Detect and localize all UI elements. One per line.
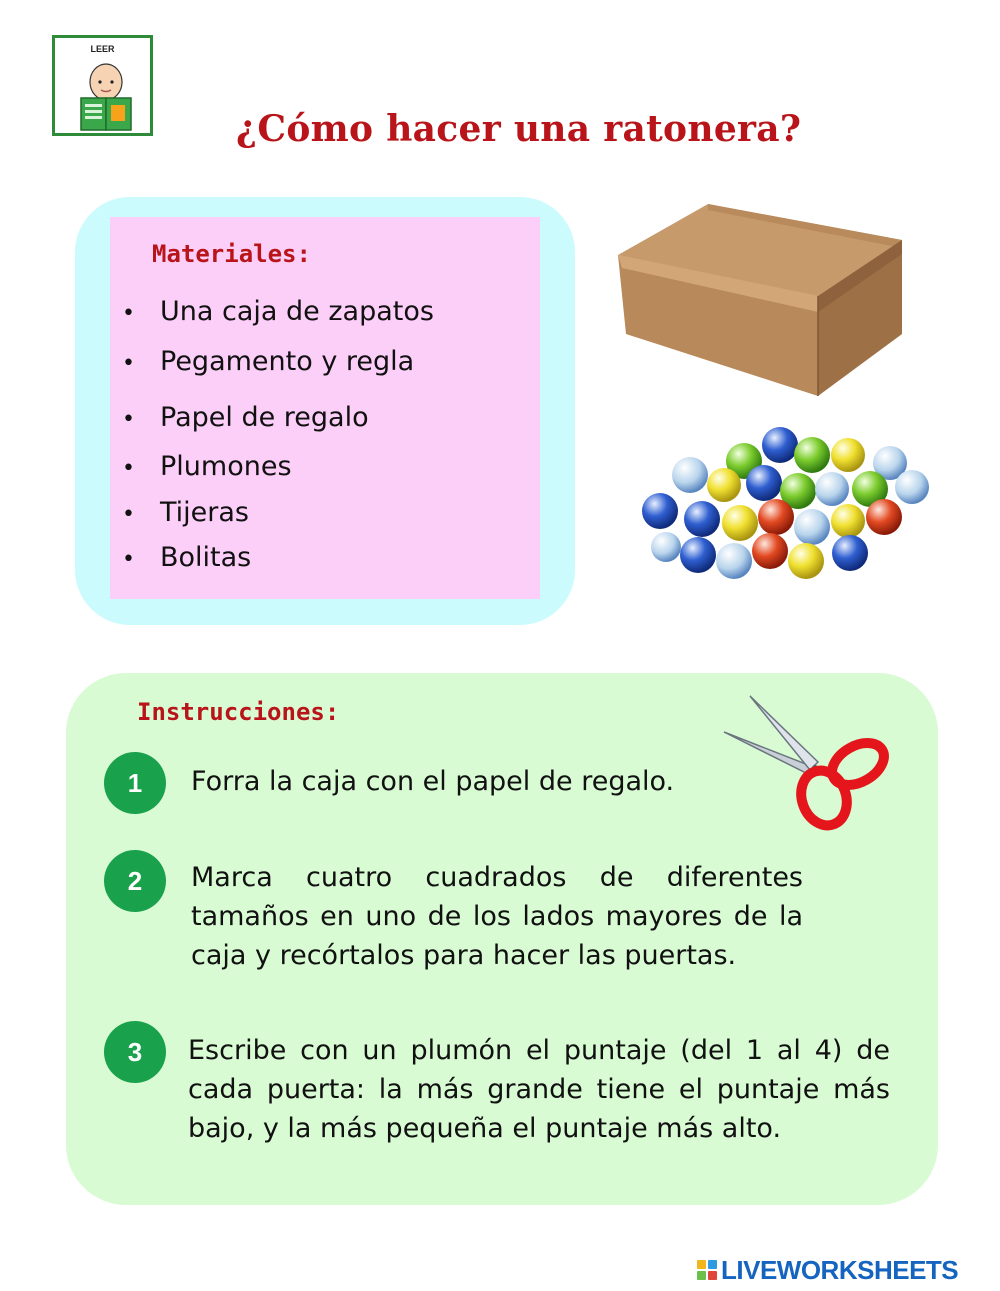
list-item: • Una caja de zapatos (122, 296, 434, 327)
marbles-image (636, 425, 936, 591)
page-title: ¿Cómo hacer una ratonera? (236, 108, 802, 150)
shoebox-image (612, 200, 908, 400)
step-number-badge: 1 (104, 752, 166, 814)
materials-heading: Materiales: (152, 240, 311, 268)
reading-pictogram (52, 35, 153, 136)
step-text: Marca cuatro cuadrados de diferentes tamaños en uno de los lados mayores de la caja y recórtalos para hacer las puertas. (191, 862, 803, 971)
instructions-heading: Instrucciones: (137, 698, 340, 726)
step-number-badge: 2 (104, 850, 166, 912)
liveworksheets-logo (697, 1254, 958, 1286)
step-text: Escribe con un plumón el puntaje (del 1 al 4) de cada puerta: la más grande tiene el puntaje más bajo, y la más pequeña el puntaje más alto. (188, 1035, 890, 1144)
step-number-badge: 3 (104, 1021, 166, 1083)
logo-squares-icon (697, 1260, 717, 1280)
list-item: • Papel de regalo (122, 402, 369, 433)
list-item: • Bolitas (122, 542, 252, 573)
list-item: • Pegamento y regla (122, 346, 415, 377)
child-reading-icon (77, 58, 135, 134)
pictogram-label: LEER (90, 44, 115, 54)
list-item: • Tijeras (122, 497, 249, 528)
step-text: Forra la caja con el papel de regalo. (191, 766, 675, 797)
list-item: • Plumones (122, 451, 292, 482)
logo-text: LIVEWORKSHEETS (721, 1254, 959, 1285)
